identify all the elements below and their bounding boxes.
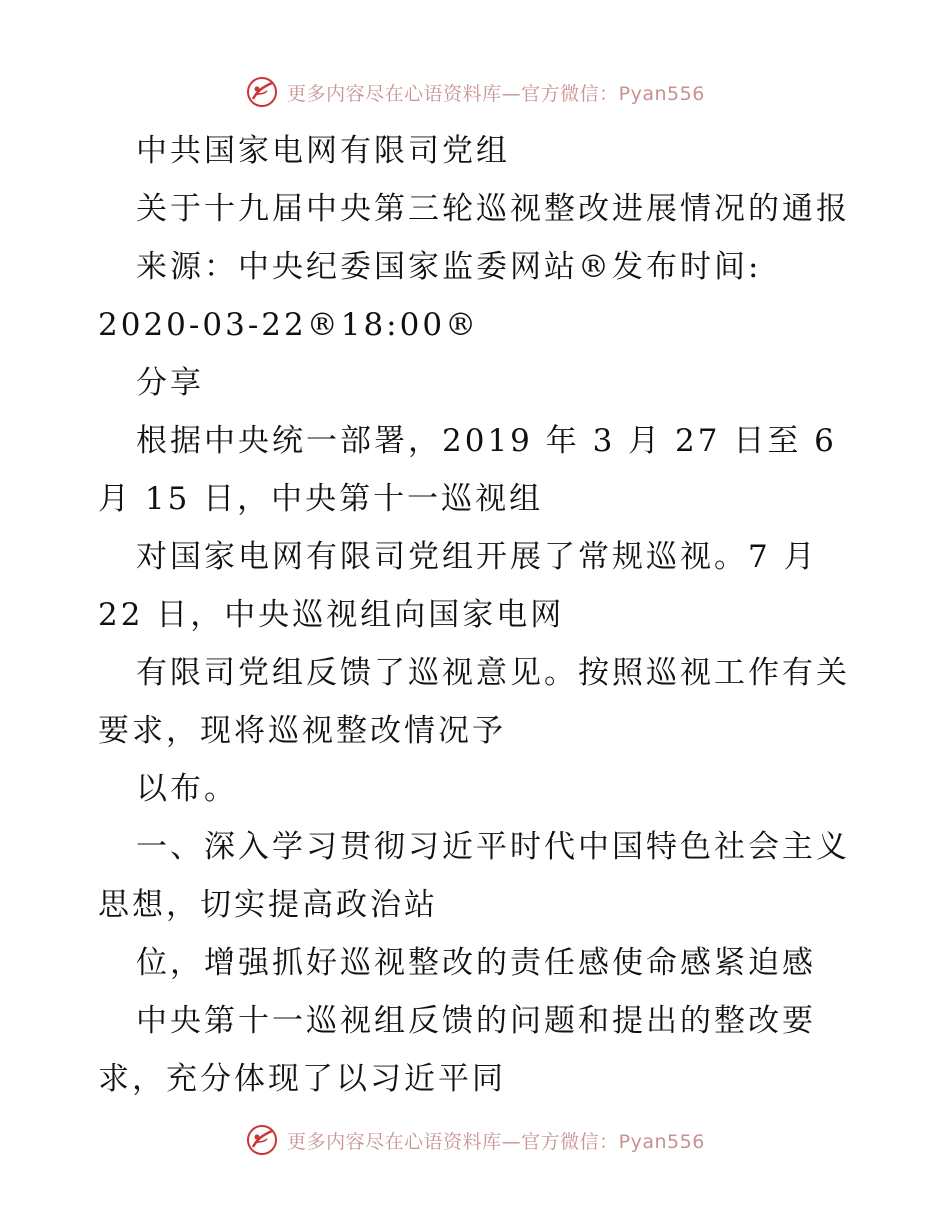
doc-line: 以布。 (136, 771, 238, 807)
pen-logo-icon (245, 1123, 279, 1157)
header-watermark-banner (0, 72, 950, 112)
doc-line: 来源：中央纪委国家监委网站®发布时间: (136, 249, 762, 285)
doc-line: 根据中央统一部署，2019 年 3 月 27 日至 6 (136, 423, 837, 459)
doc-line: 月 15 日，中央第十一巡视组 (98, 481, 544, 517)
doc-line: 一、深入学习贯彻习近平时代中国特色社会主义 (136, 829, 850, 865)
banner-separator: — (501, 1130, 522, 1153)
banner-text (287, 1127, 705, 1154)
banner-site-name: 更多内容尽在心语资料库 (287, 82, 502, 105)
doc-line: 有限司党组反馈了巡视意见。按照巡视工作有关 (136, 655, 850, 691)
banner-site-name: 更多内容尽在心语资料库 (287, 1130, 502, 1153)
pen-logo-icon (245, 75, 279, 109)
doc-line: 2020-03-22®18:00® (98, 307, 480, 343)
document-body (98, 122, 858, 1108)
banner-separator: — (501, 82, 522, 105)
banner-wechat: 官方微信：Pyan556 (521, 1130, 705, 1153)
doc-line: 思想，切实提高政治站 (98, 887, 438, 923)
doc-line: 22 日，中央巡视组向国家电网 (98, 597, 565, 633)
banner-wechat: 官方微信：Pyan556 (521, 82, 705, 105)
banner-text (287, 79, 705, 106)
doc-line: 求，充分体现了以习近平同 (98, 1061, 506, 1097)
doc-line: 对国家电网有限司党组开展了常规巡视。7 月 (136, 539, 818, 575)
footer-watermark-banner (0, 1120, 950, 1160)
doc-line: 要求，现将巡视整改情况予 (98, 713, 506, 749)
doc-line: 中央第十一巡视组反馈的问题和提出的整改要 (136, 1003, 816, 1039)
doc-line: 分享 (136, 365, 204, 401)
doc-line: 关于十九届中央第三轮巡视整改进展情况的通报 (136, 191, 850, 227)
doc-line: 位，增强抓好巡视整改的责任感使命感紧迫感 (136, 945, 816, 981)
doc-line: 中共国家电网有限司党组 (136, 133, 510, 169)
